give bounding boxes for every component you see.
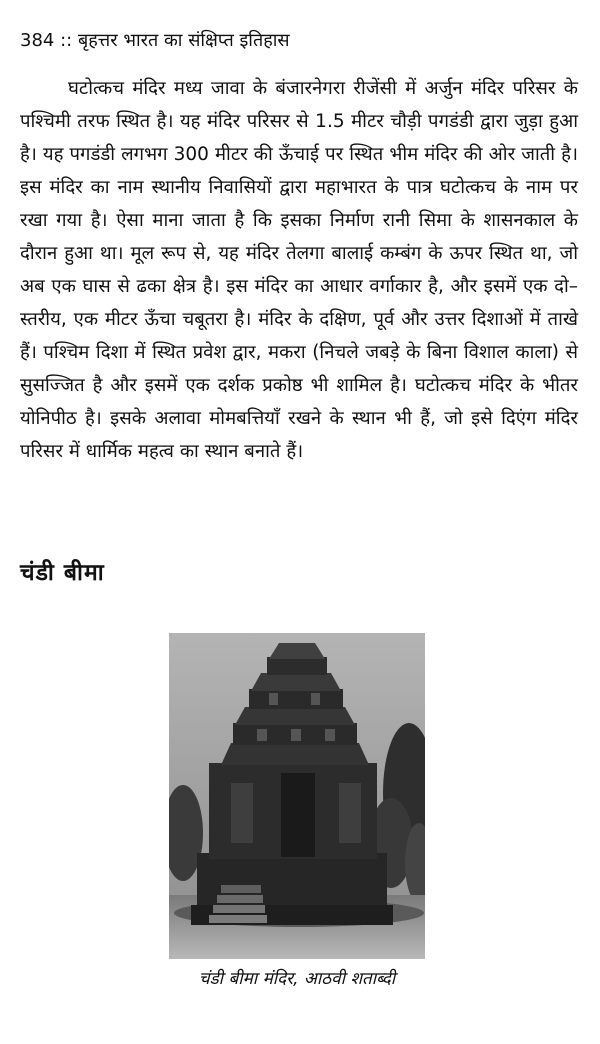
- temple-photo-illustration: [169, 633, 425, 959]
- header-separator: ::: [60, 30, 73, 51]
- section-heading: चंडी बीमा: [20, 560, 105, 586]
- book-title: बृहत्तर भारत का संक्षिप्त इतिहास: [77, 30, 290, 51]
- body-paragraph: घटोत्कच मंदिर मध्य जावा के बंजारनेगरा रीजेंसी में अर्जुन मंदिर परिसर के पश्चिमी तरफ स्थित है। यह मंदिर परिसर से 1.5 मीटर चौड़ी पगडंडी द्वारा जुड़ा हुआ है। यह पगडंडी लगभग 300 मीटर की ऊँचाई पर स्थित भीम मंदिर की ओर जाती है। इस मंदिर का नाम स्थानीय निवासियों द्वारा महाभारत के पात्र घटोत्कच के नाम पर रखा गया है। ऐसा माना जाता है कि इसका निर्माण रानी सिमा के शासनकाल के दौरान हुआ था। मूल रूप से, यह मंदिर तेलगा बालाई कम्बंग के ऊपर स्थित था, जो अब एक घास से ढका क्षेत्र है। इस मंदिर का आधार वर्गाकार है, और इसमें एक दो–स्तरीय, एक मीटर ऊँचा चबूतरा है। मंदिर के दक्षिण, पूर्व और उत्तर दिशाओं में ताखे हैं। पश्चिम दिशा में स्थित प्रवेश द्वार, मकरा (निचले जबड़े के बिना विशाल काला) से सुसज्जित है और इसमें एक दर्शक प्रकोष्ठ भी शामिल है। घटोत्कच मंदिर के भीतर योनिपीठ है। इसके अलावा मोमबत्तियाँ रखने के स्थान भी हैं, जो इसे दिएंग मंदिर परिसर में धार्मिक महत्व का स्थान बनाते हैं।: [20, 78, 578, 462]
- running-header: [20, 30, 290, 52]
- figure-caption: चंडी बीमा मंदिर, आठवी शताब्दी: [198, 969, 396, 989]
- temple-photo: [169, 633, 425, 959]
- page-number: 384: [20, 30, 55, 51]
